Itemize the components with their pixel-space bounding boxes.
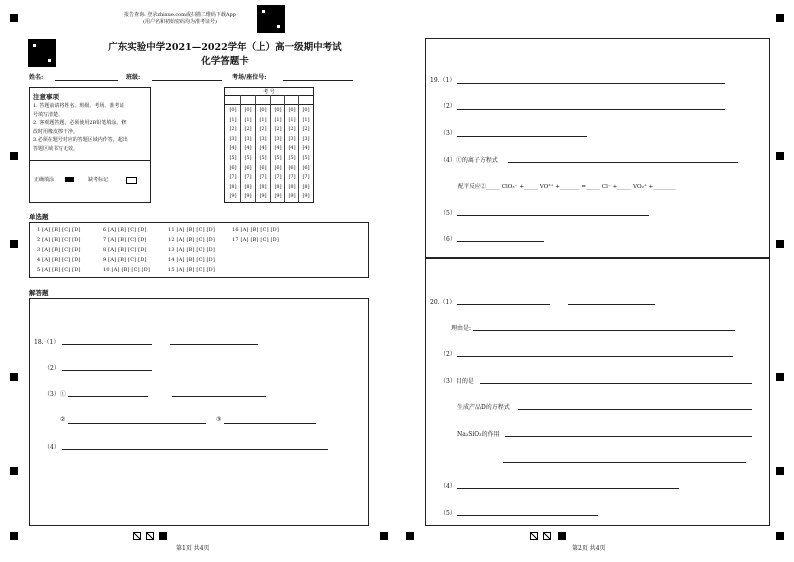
exam-digit-bubble[interactable]: [7] <box>302 174 310 181</box>
page-marker-icon <box>558 532 566 540</box>
q18-part3-blank-a[interactable] <box>68 396 148 397</box>
mcq-item[interactable]: 6 [A] [B] [C] [D] <box>103 227 147 233</box>
exam-digit-bubble[interactable]: [0] <box>259 107 267 113</box>
exam-number-column <box>299 106 313 202</box>
exam-digit-bubble[interactable]: [7] <box>288 174 296 181</box>
notice-line: (用户名和初始密码均为准考证号) <box>143 19 217 25</box>
q19-part5-label: （5） <box>440 210 456 217</box>
registration-mark <box>10 240 18 248</box>
registration-mark <box>10 532 18 540</box>
q19-part1-blank[interactable] <box>457 83 725 84</box>
notice-line: 报告查询: 登录zhixue.com或扫描二维码下载App <box>124 12 236 18</box>
name-label: 姓名: <box>29 74 44 81</box>
answer-box-left <box>29 298 369 526</box>
page-number-left: 第1页 共4页 <box>176 545 210 552</box>
q18-part2-blank[interactable] <box>62 370 152 371</box>
q20-part3b-label: 生成产品D的方程式 <box>457 404 510 411</box>
exam-digit-bubble[interactable]: [1] <box>244 116 252 123</box>
exam-digit-bubble[interactable]: [2] <box>259 126 267 133</box>
q18-part1-label: 18.（1） <box>34 339 60 346</box>
exam-digit-bubble[interactable]: [9] <box>288 193 296 200</box>
exam-digit-bubble[interactable]: [8] <box>302 183 310 190</box>
seat-field[interactable] <box>283 80 353 81</box>
exam-digit-bubble[interactable]: [9] <box>229 193 237 200</box>
answer-box-q19 <box>425 38 770 258</box>
q18-part1-blank-b[interactable] <box>170 344 258 345</box>
q20-part1-blank-b[interactable] <box>568 304 655 305</box>
q19-part1-label: 19.（1） <box>430 77 456 84</box>
q18-part3b-blank[interactable] <box>68 423 206 424</box>
exam-digit-bubble[interactable]: [7] <box>229 174 237 181</box>
exam-digit-bubble[interactable]: [8] <box>244 183 252 190</box>
exam-digit-bubble[interactable]: [3] <box>302 135 310 142</box>
registration-mark <box>10 152 18 160</box>
exam-digit-bubble[interactable]: [4] <box>244 145 252 152</box>
mcq-item[interactable]: 13 [A] [B] [C] [D] <box>168 247 216 253</box>
mcq-item[interactable]: 15 [A] [B] [C] [D] <box>168 267 216 273</box>
exam-digit-bubble[interactable]: [1] <box>274 116 282 123</box>
q18-part3c-label: ③ <box>216 416 222 423</box>
exam-number-column <box>285 106 299 202</box>
notice-line: 2. 客观题答题，必须使用2B铅笔填涂，修 <box>33 120 127 127</box>
mcq-item[interactable]: 9 [A] [B] [C] [D] <box>103 257 147 263</box>
page-marker-icon <box>146 532 154 540</box>
exam-digit-bubble[interactable]: [3] <box>229 135 237 142</box>
fill-correct-sample <box>65 177 74 182</box>
registration-mark <box>776 240 784 248</box>
exam-digit-bubble[interactable]: [0] <box>288 107 296 113</box>
exam-digit-bubble[interactable]: [4] <box>288 145 296 152</box>
q20-part3-label: （3）目的是 <box>440 378 474 385</box>
registration-mark <box>776 373 784 381</box>
q20-part2-label: （2） <box>440 351 456 358</box>
exam-number-column <box>241 106 255 202</box>
divider <box>224 95 314 96</box>
missing-mark-label: 缺考标记 <box>88 177 109 183</box>
exam-digit-bubble[interactable]: [3] <box>288 135 296 142</box>
registration-mark <box>406 532 414 540</box>
q20-reason-label: 理由是: <box>451 325 472 332</box>
q20-reason-blank[interactable] <box>473 330 735 331</box>
notice-line: 号填写清楚。 <box>33 111 64 118</box>
q19-part3-blank[interactable] <box>457 136 587 137</box>
column-divider <box>270 95 271 203</box>
exam-digit-bubble[interactable]: [6] <box>229 164 237 171</box>
mcq-item[interactable]: 7 [A] [B] [C] [D] <box>103 237 147 243</box>
q19-part3-label: （3） <box>440 130 456 137</box>
exam-digit-bubble[interactable]: [0] <box>274 107 282 113</box>
exam-digit-bubble[interactable]: [2] <box>274 126 282 133</box>
exam-digit-bubble[interactable]: [2] <box>302 126 310 133</box>
divider <box>29 160 151 161</box>
page-marker-icon <box>133 532 141 540</box>
q20-part2-blank[interactable] <box>457 356 733 357</box>
qr-code-icon <box>258 6 284 32</box>
mcq-item[interactable]: 16 [A] [B] [C] [D] <box>232 227 280 233</box>
mcq-item[interactable]: 8 [A] [B] [C] [D] <box>103 247 147 253</box>
q20-part4-label: （4） <box>440 483 456 490</box>
answer-box-q20 <box>425 258 770 526</box>
q18-part3b-label: ② <box>60 416 66 423</box>
exam-number-header: 考 号 <box>263 89 275 95</box>
exam-digit-bubble[interactable]: [0] <box>244 107 252 113</box>
exam-number-column <box>226 106 240 202</box>
exam-digit-bubble[interactable]: [4] <box>259 145 267 152</box>
exam-digit-bubble[interactable]: [3] <box>244 135 252 142</box>
exam-digit-bubble[interactable]: [9] <box>302 193 310 200</box>
registration-mark <box>380 532 388 540</box>
qr-code-icon <box>29 40 55 66</box>
column-divider <box>255 95 256 203</box>
notice-line: 1. 答题前请将姓名、班级、考场、准考证 <box>33 103 125 109</box>
q19-part2-label: （2） <box>440 103 456 110</box>
exam-digit-bubble[interactable]: [6] <box>302 164 310 171</box>
exam-digit-bubble[interactable]: [1] <box>229 116 237 123</box>
q20-part5-label: （5） <box>440 510 456 517</box>
q18-part3-label: （3）① <box>44 391 66 398</box>
title-line-1: 广东实验中学2021—2022学年（上）高一级期中考试 <box>108 42 342 53</box>
exam-digit-bubble[interactable]: [1] <box>302 116 310 123</box>
exam-digit-bubble[interactable]: [6] <box>274 164 282 171</box>
exam-digit-bubble[interactable]: [5] <box>274 154 282 161</box>
notice-text <box>33 102 149 154</box>
exam-digit-bubble[interactable]: [9] <box>244 193 252 200</box>
registration-mark <box>10 373 18 381</box>
registration-mark <box>776 467 784 475</box>
q20-part3c-blank-2[interactable] <box>503 462 746 463</box>
page-marker-icon <box>543 532 551 540</box>
report-notice <box>110 12 250 26</box>
title-line-2: 化学答题卡 <box>201 56 249 67</box>
fill-correct-label: 正确填涂 <box>34 177 55 183</box>
exam-digit-bubble[interactable]: [5] <box>229 154 237 161</box>
q20-part3-blank[interactable] <box>480 383 752 384</box>
column-divider <box>298 95 299 203</box>
exam-digit-bubble[interactable]: [6] <box>244 164 252 171</box>
answer-section-title: 解答题 <box>29 289 49 297</box>
mcq-item[interactable]: 5 [A] [B] [C] [D] <box>37 267 81 273</box>
q19-part2-blank[interactable] <box>457 109 725 110</box>
page-number-right: 第2页 共4页 <box>572 545 606 552</box>
notice-line: 改时用橡皮擦干净。 <box>33 128 79 135</box>
q20-part3c-label: Na₂SiO₃的作用 <box>457 431 500 438</box>
exam-digit-bubble[interactable]: [5] <box>288 154 296 161</box>
divider <box>224 104 314 105</box>
exam-number-column <box>256 106 270 202</box>
q19-part4-blank[interactable] <box>508 162 738 163</box>
exam-number-column <box>271 106 285 202</box>
exam-digit-bubble[interactable]: [7] <box>274 174 282 181</box>
registration-mark <box>776 532 784 540</box>
page-marker-icon <box>159 532 167 540</box>
exam-digit-bubble[interactable]: [5] <box>244 154 252 161</box>
q19-part6-label: （6） <box>440 236 456 243</box>
mcq-item[interactable]: 14 [A] [B] [C] [D] <box>168 257 216 263</box>
exam-digit-bubble[interactable]: [8] <box>259 183 267 190</box>
registration-mark <box>776 14 784 22</box>
q20-part3b-blank[interactable] <box>518 409 752 410</box>
column-divider <box>284 95 285 203</box>
registration-mark <box>10 467 18 475</box>
exam-digit-bubble[interactable]: [9] <box>259 193 267 200</box>
mcq-item[interactable]: 17 [A] [B] [C] [D] <box>232 237 280 243</box>
mcq-item[interactable]: 10 [A] [B] [C] [D] <box>103 267 151 273</box>
q18-part2-label: （2） <box>44 365 60 372</box>
exam-digit-bubble[interactable]: [8] <box>274 183 282 190</box>
page-marker-icon <box>530 532 538 540</box>
exam-digit-bubble[interactable]: [0] <box>302 107 310 113</box>
q18-part3c-blank[interactable] <box>224 423 316 424</box>
exam-digit-bubble[interactable]: [7] <box>259 174 267 181</box>
exam-digit-bubble[interactable]: [1] <box>259 116 267 123</box>
mcq-item[interactable]: 11 [A] [B] [C] [D] <box>168 227 216 233</box>
exam-digit-bubble[interactable]: [2] <box>229 126 237 133</box>
missing-mark-box[interactable] <box>126 177 137 184</box>
q19-balance-equation[interactable]: 配平反应②_____ ClO₃⁻ +_____ VO²⁺ +_______ =_____ Cl⁻ +_____ VO₂⁺ +________ <box>458 184 676 190</box>
notice-title: 注意事项 <box>33 93 59 101</box>
q19-part5-blank[interactable] <box>457 215 649 216</box>
q18-part3-blank-b[interactable] <box>172 396 266 397</box>
exam-digit-bubble[interactable]: [1] <box>288 116 296 123</box>
q18-part4-label: （4） <box>44 444 60 451</box>
q19-part6-blank[interactable] <box>457 241 544 242</box>
q20-part1-blank-a[interactable] <box>457 304 550 305</box>
mcq-item[interactable]: 2 [A] [B] [C] [D] <box>37 237 81 243</box>
name-field[interactable] <box>55 80 118 81</box>
exam-digit-bubble[interactable]: [7] <box>244 174 252 181</box>
class-field[interactable] <box>152 80 222 81</box>
exam-digit-bubble[interactable]: [8] <box>229 183 237 190</box>
exam-digit-bubble[interactable]: [2] <box>288 126 296 133</box>
column-divider <box>240 95 241 203</box>
exam-digit-bubble[interactable]: [3] <box>259 135 267 142</box>
page-title <box>60 39 390 67</box>
class-label: 班级: <box>126 74 141 81</box>
mcq-item[interactable]: 3 [A] [B] [C] [D] <box>37 247 81 253</box>
exam-digit-bubble[interactable]: [0] <box>229 107 237 113</box>
mcq-title: 单选题 <box>29 213 49 221</box>
q20-part5-blank[interactable] <box>457 515 598 516</box>
q20-part3c-blank[interactable] <box>505 436 752 437</box>
exam-digit-bubble[interactable]: [6] <box>288 164 296 171</box>
exam-digit-bubble[interactable]: [6] <box>259 164 267 171</box>
q18-part1-blank-a[interactable] <box>62 344 152 345</box>
q19-part4-label: （4）①的离子方程式 <box>440 157 498 164</box>
q18-part4-blank[interactable] <box>62 449 328 450</box>
exam-digit-bubble[interactable]: [5] <box>302 154 310 161</box>
registration-mark <box>776 152 784 160</box>
exam-digit-bubble[interactable]: [4] <box>229 145 237 152</box>
exam-digit-bubble[interactable]: [4] <box>302 145 310 152</box>
registration-mark <box>10 14 18 22</box>
q20-part1-label: 20.（1） <box>430 299 456 306</box>
q20-part4-blank[interactable] <box>457 488 679 489</box>
mcq-item[interactable]: 1 [A] [B] [C] [D] <box>37 227 81 233</box>
exam-digit-bubble[interactable]: [4] <box>274 145 282 152</box>
mcq-item[interactable]: 4 [A] [B] [C] [D] <box>37 257 81 263</box>
exam-digit-bubble[interactable]: [8] <box>288 183 296 190</box>
exam-digit-bubble[interactable]: [5] <box>259 154 267 161</box>
exam-digit-bubble[interactable]: [3] <box>274 135 282 142</box>
exam-digit-bubble[interactable]: [2] <box>244 126 252 133</box>
notice-line: 3.必须在题号对应的答题区域内作答，超出 <box>33 137 128 144</box>
exam-digit-bubble[interactable]: [9] <box>274 193 282 200</box>
notice-line: 答题区域书写无效。 <box>33 145 79 152</box>
mcq-item[interactable]: 12 [A] [B] [C] [D] <box>168 237 216 243</box>
seat-label: 考场/座位号: <box>232 74 267 81</box>
